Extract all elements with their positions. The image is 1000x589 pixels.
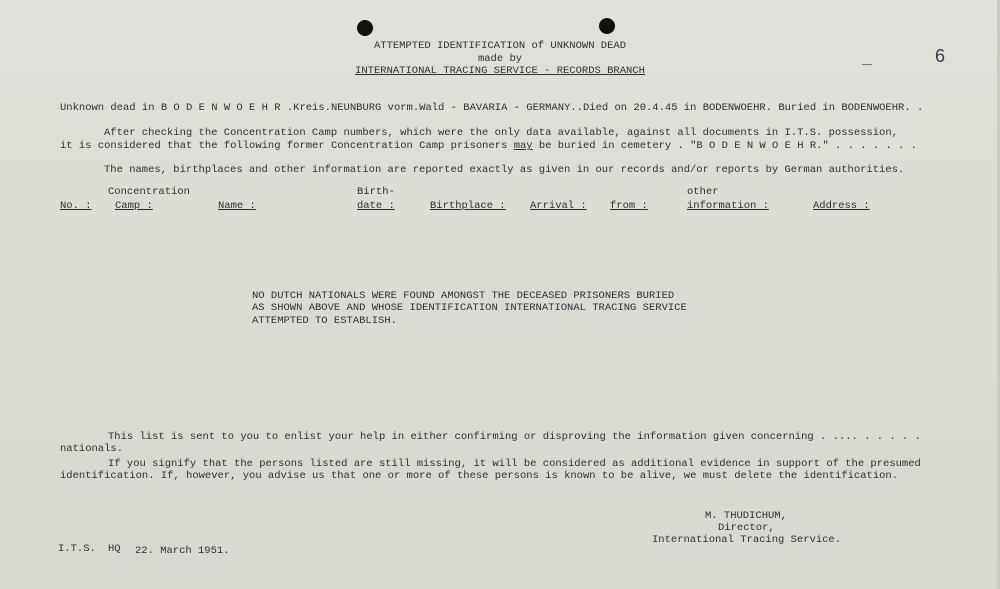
- punch-hole-right: [599, 18, 615, 34]
- column-other-information: information :: [687, 200, 769, 212]
- footer-hq: HQ: [108, 543, 121, 555]
- column-other-top: other: [687, 186, 719, 198]
- column-birthdate-top: Birth-: [357, 186, 395, 198]
- page-number: 6: [935, 46, 946, 66]
- column-camp-top: Concentration: [108, 186, 190, 198]
- header-subtitle: made by: [477, 53, 523, 65]
- closing-line-2: nationals.: [60, 443, 124, 455]
- column-birthdate: date :: [357, 200, 395, 212]
- closing-line-3: If you signify that the persons listed are still missing, it will be considered as additional evidence in support of the presumed: [108, 458, 921, 470]
- signature-title: Director,: [718, 522, 775, 534]
- column-from: from :: [610, 200, 648, 212]
- signature-name: M. THUDICHUM,: [705, 510, 787, 522]
- column-camp: Camp :: [115, 200, 153, 212]
- closing-line-4: identification. If, however, you advise us that one or more of these persons is known to be alive, we must delete the identification.: [60, 470, 899, 482]
- footer-date: 22. March 1951.: [135, 545, 230, 557]
- paragraph-1-line-1: After checking the Concentration Camp numbers, which were the only data available, against all documents in I.T.S. possession,: [104, 127, 898, 139]
- margin-mark: [862, 64, 872, 65]
- punch-hole-left: [357, 20, 373, 36]
- column-name: Name :: [218, 200, 256, 212]
- notice-line-2: AS SHOWN ABOVE AND WHOSE IDENTIFICATION INTERNATIONAL TRACING SERVICE: [252, 302, 687, 314]
- unknown-dead-line: Unknown dead in B O D E N W O E H R .Kreis.NEUNBURG vorm.Wald - BAVARIA - GERMANY..Died on 20.4.45 in BODENWOEHR. Buried in BODENWOEHR. .: [60, 102, 924, 114]
- column-arrival: Arrival :: [530, 200, 587, 212]
- column-birthplace: Birthplace :: [430, 200, 506, 212]
- footer-its: I.T.S.: [58, 543, 96, 555]
- notice-line-3: ATTEMPTED TO ESTABLISH.: [252, 315, 397, 327]
- closing-line-1: This list is sent to you to enlist your help in either confirming or disproving the information given concerning . .... . . . . .: [108, 431, 921, 443]
- notice-line-1: NO DUTCH NATIONALS WERE FOUND AMONGST THE DECEASED PRISONERS BURIED: [252, 290, 675, 302]
- header-organization: INTERNATIONAL TRACING SERVICE - RECORDS BRANCH: [355, 65, 645, 77]
- column-no: No. :: [60, 200, 92, 212]
- paragraph-1-line-2: it is considered that the following former Concentration Camp prisoners may be buried in cemetery . "B O D E N W O E H R." . . . . . . .: [60, 140, 917, 152]
- signature-organization: International Tracing Service.: [652, 534, 842, 546]
- paragraph-2: The names, birthplaces and other information are reported exactly as given in our records and/or reports by German authorities.: [104, 164, 905, 176]
- column-address: Address :: [813, 200, 870, 212]
- header-title: ATTEMPTED IDENTIFICATION of UNKNOWN DEAD: [373, 40, 627, 52]
